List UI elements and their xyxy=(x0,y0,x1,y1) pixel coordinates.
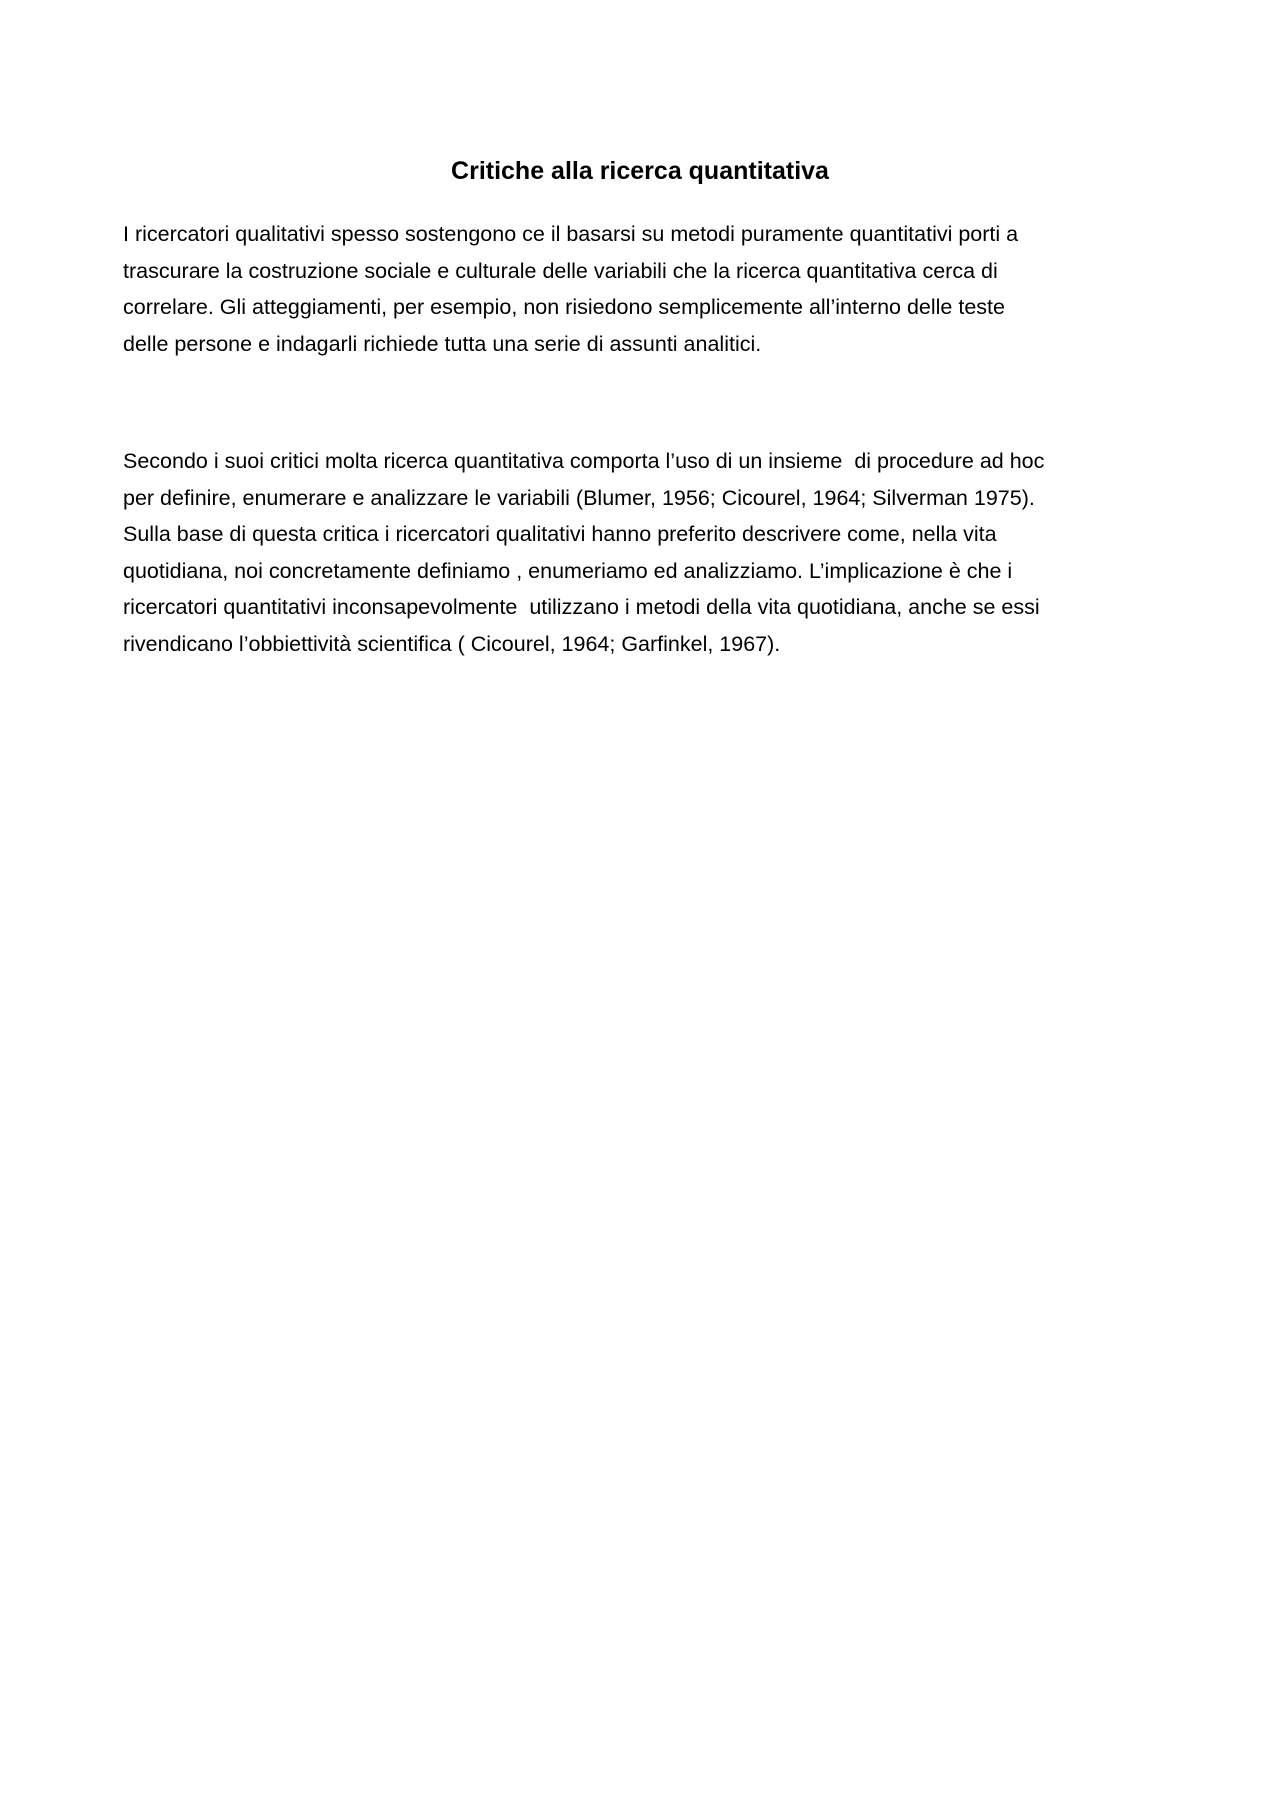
paragraph-line: delle persone e indagarli richiede tutta una serie di assunti analitici. xyxy=(123,331,762,356)
paragraph-line: correlare. Gli atteggiamenti, per esempio, non risiedono semplicemente all’interno delle teste xyxy=(123,295,1005,319)
paragraph-line: Secondo i suoi critici molta ricerca quantitativa comporta l’uso di un insieme di procedure ad hoc xyxy=(123,449,1045,473)
paragraph-1 xyxy=(123,216,1163,362)
paragraph-line: per definire, enumerare e analizzare le variabili (Blumer, 1956; Cicourel, 1964; Silverman 1975). xyxy=(123,485,1035,510)
paragraph-line: quotidiana, noi concretamente definiamo , enumeriamo ed analizziamo. L’implicazione è che i xyxy=(123,558,1013,583)
paragraph-line: rivendicano l’obbiettività scientifica ( Cicourel, 1964; Garfinkel, 1967). xyxy=(123,631,781,656)
document-title: Critiche alla ricerca quantitativa xyxy=(451,157,829,185)
paragraph-line: ricercatori quantitativi inconsapevolmente utilizzano i metodi della vita quotidiana, anche se essi xyxy=(123,595,1040,619)
paragraph-line: trascurare la costruzione sociale e culturale delle variabili che la ricerca quantitativa cerca di xyxy=(123,258,998,283)
paragraph-line: I ricercatori qualitativi spesso sostengono ce il basarsi su metodi puramente quantitativi porti a xyxy=(123,222,1019,246)
paragraph-line: Sulla base di questa critica i ricercatori qualitativi hanno preferito descrivere come, nella vita xyxy=(123,522,997,546)
paragraph-2 xyxy=(123,443,1163,662)
